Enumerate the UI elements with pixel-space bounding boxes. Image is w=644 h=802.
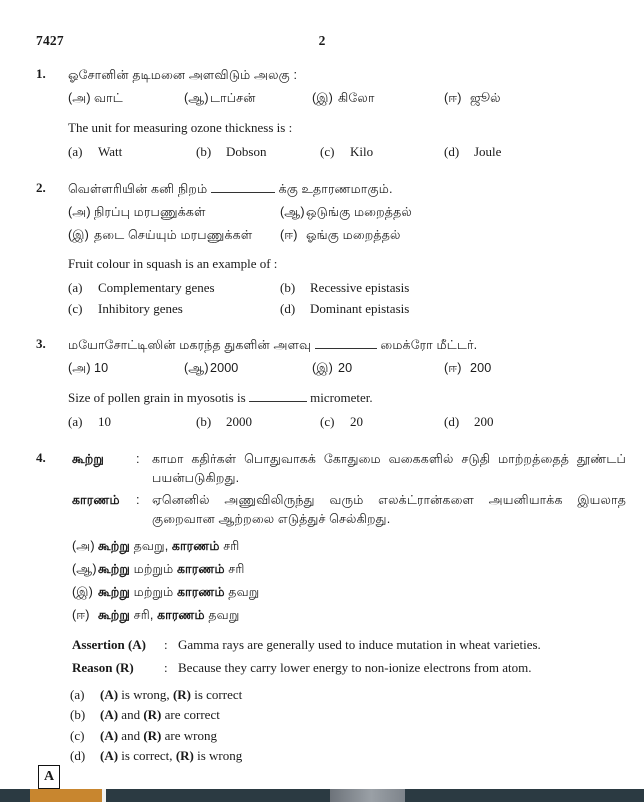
question-3-number: 3. xyxy=(36,336,46,351)
option-marker: (c) xyxy=(70,727,85,743)
question-4-option-ta-b-row xyxy=(72,560,626,583)
option-marker: (c) xyxy=(68,300,83,316)
option-text-emphasis: (R) xyxy=(175,748,194,764)
question-2 xyxy=(36,180,616,320)
assertion-colon-tamil: : xyxy=(136,452,140,466)
question-4-option-en-c[interactable] xyxy=(70,726,217,746)
option-text-emphasis: கூற்று xyxy=(98,561,131,576)
question-4-option-en-a[interactable] xyxy=(70,685,242,705)
question-1-tamil-options-row xyxy=(68,89,616,112)
option-marker: (இ) xyxy=(72,584,93,599)
question-1-option-en-b[interactable] xyxy=(196,142,266,162)
option-text-plain: is correct, xyxy=(118,748,176,764)
question-2-option-en-d[interactable] xyxy=(280,299,409,319)
question-3-option-ta-a[interactable] xyxy=(68,359,108,378)
question-1-number: 1. xyxy=(36,66,46,81)
option-text-emphasis: (R) xyxy=(172,686,191,702)
option-text: 20 xyxy=(338,361,353,376)
option-marker: (a) xyxy=(68,279,83,295)
option-text: Joule xyxy=(474,143,502,159)
option-text-emphasis: காரணம் xyxy=(171,538,220,553)
question-1-english-options-row xyxy=(68,142,616,163)
question-4-reason-tamil xyxy=(72,491,626,529)
option-text: 2000 xyxy=(210,361,239,376)
option-text-plain: and xyxy=(118,727,144,743)
assertion-label-tamil: கூற்று xyxy=(72,452,105,466)
question-4-option-ta-d-row xyxy=(72,606,626,629)
option-text xyxy=(98,537,239,556)
stem-part-2: micrometer. xyxy=(310,390,373,406)
option-text xyxy=(100,705,220,725)
option-text-plain: மற்றும் xyxy=(130,561,177,576)
question-2-stem-tamil xyxy=(68,180,616,199)
question-1-option-en-c[interactable] xyxy=(320,142,373,162)
horizontal-scrollbar-thumb[interactable] xyxy=(330,789,405,802)
option-marker: (ஈ) xyxy=(72,607,90,622)
option-marker: (b) xyxy=(70,707,86,723)
option-marker: (அ) xyxy=(72,538,95,553)
option-text: ஜூல் xyxy=(470,91,501,106)
question-2-option-en-b[interactable] xyxy=(280,278,409,298)
stem-part-1: மயோசோட்டிஸின் மகரந்த துகளின் அளவு xyxy=(68,338,312,352)
option-marker: (இ) xyxy=(68,228,89,243)
fill-blank xyxy=(249,390,307,402)
question-3-option-ta-d[interactable] xyxy=(444,359,491,378)
option-text-emphasis: காரணம் xyxy=(177,584,225,599)
question-4-option-ta-c-row xyxy=(72,583,626,606)
question-4-tamil-options xyxy=(72,537,626,629)
option-text: நிரப்பு மரபணுக்கள் xyxy=(94,205,206,220)
option-text-emphasis: (A) xyxy=(100,727,119,743)
question-1-option-ta-c[interactable] xyxy=(312,89,375,108)
option-marker: (c) xyxy=(320,143,335,159)
option-text-emphasis: (R) xyxy=(143,707,162,723)
option-text-emphasis: (A) xyxy=(100,748,119,764)
question-paper-code: 7427 xyxy=(36,33,64,48)
question-3-option-en-b[interactable] xyxy=(196,412,252,432)
question-4-option-en-b[interactable] xyxy=(70,705,220,725)
option-text-emphasis: கூற்று xyxy=(98,607,131,622)
reason-label-english: Reason (R) xyxy=(72,659,134,675)
question-3-stem-english xyxy=(68,388,616,408)
option-text: ஒடுங்கு மறைத்தல் xyxy=(306,205,412,220)
option-marker: (c) xyxy=(320,413,335,429)
stem-part-2: மைக்ரோ மீட்டர். xyxy=(380,338,478,352)
option-text: 10 xyxy=(98,413,111,429)
option-text-emphasis: காரணம் xyxy=(177,561,225,576)
question-1-option-ta-a[interactable] xyxy=(68,89,123,108)
question-1 xyxy=(36,66,616,163)
question-2-option-en-c[interactable] xyxy=(68,299,183,319)
option-text: Kilo xyxy=(350,143,374,159)
toolbar-divider xyxy=(102,789,106,802)
option-marker: (இ) xyxy=(312,361,333,376)
question-4-option-ta-a-row xyxy=(72,537,626,560)
option-text: 20 xyxy=(350,413,363,429)
question-4-option-ta-b[interactable] xyxy=(72,560,245,579)
option-text: டாப்சன் xyxy=(210,91,256,106)
page-number: 2 xyxy=(318,33,326,48)
question-4 xyxy=(36,450,626,767)
question-4-number: 4. xyxy=(36,450,46,465)
question-2-option-ta-c[interactable] xyxy=(68,226,252,245)
question-3-option-ta-c[interactable] xyxy=(312,359,352,378)
option-text-plain: are wrong xyxy=(161,727,217,743)
option-text-plain: தவறு xyxy=(204,607,240,622)
question-3-option-en-d[interactable] xyxy=(444,412,494,432)
question-1-option-ta-d[interactable] xyxy=(444,89,501,108)
option-text xyxy=(98,560,245,579)
question-1-stem-tamil: ஓசோனின் தடிமனை அளவிடும் அலகு : xyxy=(68,68,298,82)
option-text: Dobson xyxy=(226,143,267,159)
question-3-option-en-a[interactable] xyxy=(68,412,111,432)
option-text: 10 xyxy=(94,361,109,376)
option-text-plain: is wrong xyxy=(193,748,243,764)
fill-blank xyxy=(315,337,377,349)
question-4-option-en-a-row xyxy=(70,685,626,706)
reason-text-tamil: ஏனெனில் அணுவிலிருந்து வரும் எலக்ட்ரான்களை அயனியாக்க இயலாத குறைவான ஆற்றலை எடுத்துச் செல்கிறது. xyxy=(152,493,626,527)
question-3 xyxy=(36,336,616,433)
option-text: 200 xyxy=(470,361,492,376)
bottom-toolbar xyxy=(0,789,644,802)
option-text-plain: சரி, xyxy=(130,607,158,622)
option-text-plain: and xyxy=(118,707,144,723)
option-text-emphasis: காரணம் xyxy=(157,607,205,622)
option-text-plain: தவறு xyxy=(224,584,260,599)
stem-part-1: வெள்ளரியின் கனி நிறம் xyxy=(68,182,208,196)
option-marker: (b) xyxy=(280,279,296,295)
option-marker: (a) xyxy=(70,686,85,702)
question-4-assertion-tamil xyxy=(72,450,626,488)
question-4-option-ta-d[interactable] xyxy=(72,606,239,625)
option-text: 2000 xyxy=(226,413,252,429)
option-text-plain: சரி xyxy=(219,538,240,553)
question-1-option-en-d[interactable] xyxy=(444,142,501,162)
question-3-option-ta-b[interactable] xyxy=(184,359,238,378)
option-text-plain: மற்றும் xyxy=(130,584,177,599)
question-4-english-options xyxy=(70,685,626,767)
option-text: கிலோ xyxy=(338,91,375,106)
option-marker: (ஈ) xyxy=(280,228,298,243)
option-text xyxy=(100,685,242,705)
option-text: 200 xyxy=(474,413,494,429)
option-text: தடை செய்யும் மரபணுக்கள் xyxy=(94,228,253,243)
option-text-plain: தவறு, xyxy=(130,538,172,553)
option-text-emphasis: (A) xyxy=(100,686,119,702)
reason-label-tamil: காரணம் xyxy=(72,493,120,508)
option-text-emphasis: (A) xyxy=(100,707,119,723)
question-4-option-en-d-row xyxy=(70,746,626,767)
option-text-plain: சரி xyxy=(224,561,245,576)
option-text xyxy=(100,746,242,766)
option-marker: (அ) xyxy=(68,91,91,106)
question-4-option-ta-c[interactable] xyxy=(72,583,259,602)
page-header xyxy=(36,33,608,51)
option-marker: (d) xyxy=(444,413,460,429)
question-4-option-en-c-row xyxy=(70,726,626,747)
reason-text-english: Because they carry lower energy to non-ionize electrons from atom. xyxy=(178,659,532,675)
question-3-tamil-options-row xyxy=(68,359,616,382)
option-text: ஓங்கு மறைத்தல் xyxy=(306,228,401,243)
toolbar-accent-segment[interactable] xyxy=(30,789,102,802)
stem-part-1: Size of pollen grain in myosotis is xyxy=(68,390,246,406)
option-marker: (ஆ) xyxy=(72,561,97,576)
question-4-assertion-english xyxy=(72,635,626,655)
option-text xyxy=(100,726,217,746)
option-marker: (ஆ) xyxy=(184,361,209,376)
option-text xyxy=(98,583,259,602)
option-marker: (d) xyxy=(280,300,296,316)
option-text-plain: are correct xyxy=(161,707,220,723)
option-text xyxy=(98,606,239,625)
question-2-tamil-options-row-2 xyxy=(68,226,616,249)
question-4-option-en-d[interactable] xyxy=(70,746,242,766)
option-text-emphasis: (R) xyxy=(143,727,162,743)
option-text-plain: is correct xyxy=(190,686,243,702)
option-marker: (அ) xyxy=(68,205,91,220)
question-1-stem-english: The unit for measuring ozone thickness is : xyxy=(68,120,293,136)
option-marker: (d) xyxy=(70,748,86,764)
booklet-set-code-box: A xyxy=(38,765,60,789)
option-marker: (அ) xyxy=(68,361,91,376)
question-3-stem-tamil xyxy=(68,336,616,355)
question-1-option-en-a[interactable] xyxy=(68,142,122,162)
assertion-text-tamil: காமா கதிர்கள் பொதுவாகக் கோதுமை வகைகளில் சடுதி மாற்றத்தைத் தூண்டப் பயன்படுகிறது. xyxy=(152,452,626,486)
reason-colon-english: : xyxy=(164,659,168,675)
option-text: Dominant epistasis xyxy=(310,300,410,316)
option-text: Inhibitory genes xyxy=(98,300,183,316)
question-2-option-ta-b[interactable] xyxy=(280,203,412,222)
option-text: Watt xyxy=(98,143,123,159)
question-3-english-options-row xyxy=(68,412,616,433)
option-marker: (ஆ) xyxy=(184,91,209,106)
option-marker: (ஆ) xyxy=(280,205,305,220)
question-1-option-ta-b[interactable] xyxy=(184,89,256,108)
reason-colon-tamil: : xyxy=(136,493,140,508)
fill-blank xyxy=(211,181,275,193)
option-marker: (ஈ) xyxy=(444,91,462,106)
question-2-number: 2. xyxy=(36,180,46,195)
stem-part-2: க்கு உதாரணமாகும். xyxy=(278,182,393,196)
option-text-emphasis: கூற்று xyxy=(98,538,131,553)
question-2-stem-english: Fruit colour in squash is an example of : xyxy=(68,256,278,272)
option-marker: (b) xyxy=(196,413,212,429)
assertion-text-english: Gamma rays are generally used to induce mutation in wheat varieties. xyxy=(178,636,541,652)
question-4-reason-english xyxy=(72,658,626,678)
question-2-tamil-options-row-1 xyxy=(68,203,616,226)
assertion-colon-english: : xyxy=(164,636,168,652)
option-marker: (ஈ) xyxy=(444,361,462,376)
question-2-english-options-row-2 xyxy=(68,299,616,320)
question-2-option-en-a[interactable] xyxy=(68,278,215,298)
question-2-english-options-row-1 xyxy=(68,278,616,299)
option-text-plain: is wrong, xyxy=(118,686,173,702)
option-marker: (d) xyxy=(444,143,460,159)
question-2-option-ta-a[interactable] xyxy=(68,203,206,222)
assertion-label-english: Assertion (A) xyxy=(72,636,147,652)
question-4-option-en-b-row xyxy=(70,705,626,726)
option-text-emphasis: கூற்று xyxy=(98,584,131,599)
option-marker: (a) xyxy=(68,143,83,159)
question-4-option-ta-a[interactable] xyxy=(72,537,239,556)
option-marker: (a) xyxy=(68,413,83,429)
option-marker: (இ) xyxy=(312,91,333,106)
option-text: வாட் xyxy=(94,91,123,106)
option-marker: (b) xyxy=(196,143,212,159)
question-2-option-ta-d[interactable] xyxy=(280,226,401,245)
question-3-option-en-c[interactable] xyxy=(320,412,363,432)
option-text: Complementary genes xyxy=(98,279,215,295)
option-text: Recessive epistasis xyxy=(310,279,410,295)
